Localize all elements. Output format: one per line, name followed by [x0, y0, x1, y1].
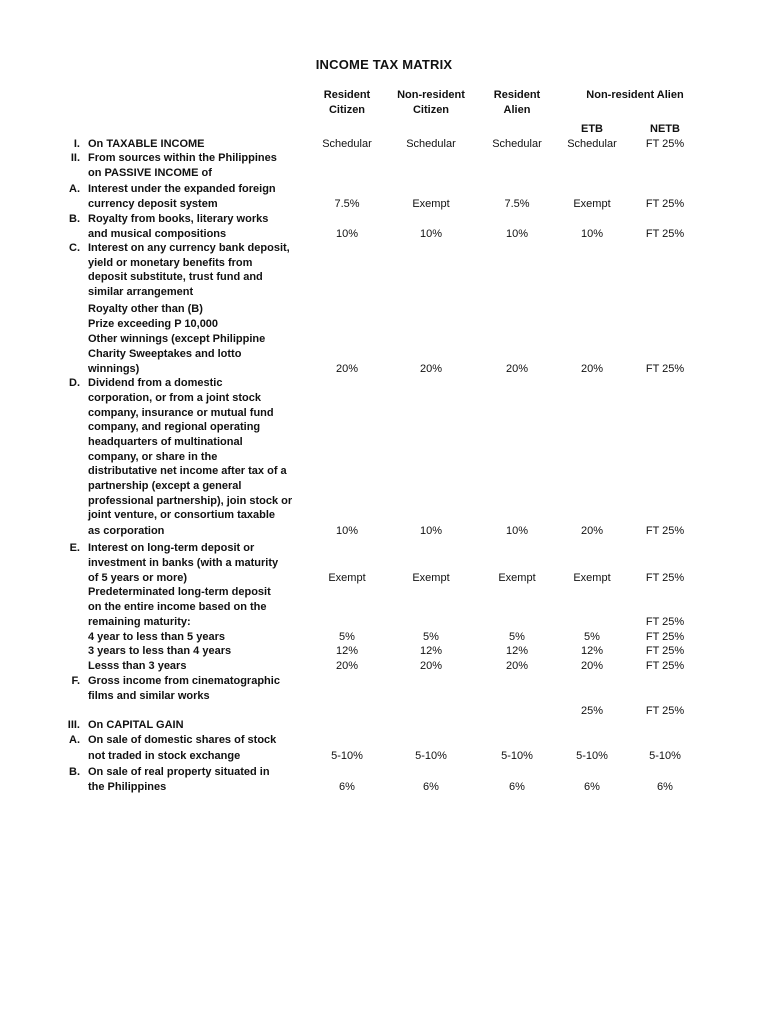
matrix-row [0, 197, 768, 212]
row-label: Prize exceeding P 10,000 [88, 318, 219, 330]
header-netb: NETB [650, 123, 680, 135]
rate-cell: Exempt [412, 198, 450, 210]
rate-cell: FT 25% [645, 572, 685, 584]
rate-cell: 5-10% [576, 750, 608, 762]
row-label: remaining maturity: [88, 616, 191, 628]
row-number: II. [70, 152, 80, 164]
row-label: Royalty from books, literary works [88, 213, 269, 225]
header-nonresident-alien: Non-resident Alien [586, 89, 684, 101]
rate-cell: 5% [339, 631, 355, 643]
row-label: On sale of domestic shares of stock [88, 734, 277, 746]
matrix-row [0, 391, 768, 406]
rate-cell: 20% [335, 660, 359, 672]
matrix-row [0, 420, 768, 435]
row-number: F. [71, 675, 80, 687]
rate-cell: 5% [584, 631, 600, 643]
row-label: On sale of real property situated in [88, 766, 270, 778]
rate-cell: FT 25% [645, 138, 685, 150]
matrix-row [0, 659, 768, 674]
row-label: Charity Sweeptakes and lotto [88, 348, 242, 360]
header-line: Resident [493, 89, 541, 101]
matrix-row [0, 479, 768, 494]
rate-cell: 25% [580, 705, 604, 717]
row-label: Predeterminated long-term deposit [88, 586, 271, 598]
matrix-row [0, 435, 768, 450]
rate-cell: Exempt [328, 572, 366, 584]
rate-cell: 20% [505, 363, 529, 375]
row-label: investment in banks (with a maturity [88, 557, 279, 569]
rate-cell: 10% [419, 525, 443, 537]
row-label: on the entire income based on the [88, 601, 267, 613]
matrix-row [0, 704, 768, 719]
matrix-row [0, 347, 768, 362]
rate-cell: 12% [419, 645, 443, 657]
matrix-row [0, 256, 768, 271]
row-label: distributative net income after tax of a [88, 465, 287, 477]
rate-cell: 7.5% [334, 198, 360, 210]
matrix-row [0, 302, 768, 317]
matrix-row [0, 182, 768, 197]
matrix-row [0, 718, 768, 733]
matrix-row [0, 674, 768, 689]
row-label: On TAXABLE INCOME [88, 138, 205, 150]
matrix-row [0, 376, 768, 391]
rate-cell: Schedular [322, 138, 372, 150]
rate-cell: 5% [509, 631, 525, 643]
rate-cell: Exempt [498, 572, 536, 584]
row-label: 3 years to less than 4 years [88, 645, 232, 657]
row-label: company, or share in the [88, 451, 218, 463]
header-resident-citizen [307, 88, 387, 117]
row-number: B. [69, 213, 80, 225]
matrix-row [0, 780, 768, 795]
rate-cell: 20% [580, 660, 604, 672]
row-label: partnership (except a general [88, 480, 242, 492]
row-label: yield or monetary benefits from [88, 257, 253, 269]
matrix-row [0, 630, 768, 645]
row-label: From sources within the Philippines [88, 152, 277, 164]
rate-cell: FT 25% [645, 525, 685, 537]
row-label: Royalty other than (B) [88, 303, 203, 315]
row-label: Interest on long-term deposit or [88, 542, 255, 554]
matrix-row [0, 524, 768, 539]
header-line: Citizen [328, 103, 366, 116]
rate-cell: 10% [505, 525, 529, 537]
row-label: currency deposit system [88, 198, 218, 210]
matrix-row [0, 615, 768, 630]
row-label: and musical compositions [88, 228, 227, 240]
matrix-row [0, 212, 768, 227]
row-label: company, and regional operating [88, 421, 261, 433]
matrix-row [0, 494, 768, 509]
matrix-row [0, 508, 768, 523]
matrix-row [0, 137, 768, 152]
rate-cell: 10% [335, 228, 359, 240]
rate-cell: Schedular [492, 138, 542, 150]
row-label: 4 year to less than 5 years [88, 631, 225, 643]
matrix-row [0, 362, 768, 377]
row-number: A. [69, 734, 80, 746]
rate-cell: 6% [423, 781, 439, 793]
header-resident-alien [477, 88, 557, 117]
matrix-row [0, 644, 768, 659]
row-number: D. [69, 377, 80, 389]
matrix-row [0, 600, 768, 615]
matrix-row [0, 406, 768, 421]
rate-cell: Exempt [412, 572, 450, 584]
row-label: similar arrangement [88, 286, 194, 298]
row-number: B. [69, 766, 80, 778]
rate-cell: FT 25% [645, 616, 685, 628]
matrix-row [0, 450, 768, 465]
rate-cell: FT 25% [645, 645, 685, 657]
rate-cell: Exempt [573, 572, 611, 584]
rate-cell: 20% [580, 525, 604, 537]
rate-cell: Schedular [406, 138, 456, 150]
row-label: headquarters of multinational [88, 436, 243, 448]
rate-cell: 5-10% [501, 750, 533, 762]
rate-cell: 10% [335, 525, 359, 537]
rate-cell: Schedular [567, 138, 617, 150]
row-label: the Philippines [88, 781, 167, 793]
rate-cell: 12% [335, 645, 359, 657]
rate-cell: 12% [505, 645, 529, 657]
rate-cell: 20% [419, 660, 443, 672]
header-nonresident-citizen [391, 88, 471, 117]
row-label: Interest under the expanded foreign [88, 183, 276, 195]
row-number: E. [69, 542, 80, 554]
row-label: winnings) [88, 363, 140, 375]
matrix-row [0, 464, 768, 479]
rate-cell: 5-10% [331, 750, 363, 762]
matrix-row [0, 285, 768, 300]
rate-cell: 20% [419, 363, 443, 375]
rate-cell: FT 25% [645, 363, 685, 375]
matrix-row [0, 270, 768, 285]
rate-cell: 10% [505, 228, 529, 240]
rate-cell: FT 25% [645, 660, 685, 672]
rate-cell: FT 25% [645, 631, 685, 643]
row-label: of 5 years or more) [88, 572, 188, 584]
rate-cell: 5% [423, 631, 439, 643]
rate-cell: 20% [505, 660, 529, 672]
matrix-row [0, 765, 768, 780]
matrix-row [0, 541, 768, 556]
rate-cell: 6% [509, 781, 525, 793]
matrix-row [0, 166, 768, 181]
header-etb: ETB [581, 123, 603, 135]
header-line: Non-resident [397, 89, 465, 101]
matrix-row [0, 241, 768, 256]
rate-cell: FT 25% [645, 228, 685, 240]
row-label: corporation, or from a joint stock [88, 392, 261, 404]
row-label: Gross income from cinematographic [88, 675, 280, 687]
rate-cell: 6% [657, 781, 673, 793]
row-number: A. [69, 183, 80, 195]
matrix-row [0, 227, 768, 242]
row-label: Lesss than 3 years [88, 660, 187, 672]
row-label: professional partnership), join stock or [88, 495, 293, 507]
row-number: III. [67, 719, 80, 731]
row-number: C. [69, 242, 80, 254]
row-number: I. [73, 138, 80, 150]
rate-cell: 5-10% [415, 750, 447, 762]
row-label: Interest on any currency bank deposit, [88, 242, 290, 254]
rate-cell: 6% [584, 781, 600, 793]
rate-cell: 20% [580, 363, 604, 375]
header-line: Resident [323, 89, 371, 101]
rate-cell: FT 25% [645, 705, 685, 717]
matrix-row [0, 749, 768, 764]
row-label: deposit substitute, trust fund and [88, 271, 263, 283]
row-label: Other winnings (except Philippine [88, 333, 266, 345]
matrix-row [0, 332, 768, 347]
row-label: Dividend from a domestic [88, 377, 223, 389]
rate-cell: FT 25% [645, 198, 685, 210]
matrix-row [0, 585, 768, 600]
rate-cell: 10% [580, 228, 604, 240]
rate-cell: 12% [580, 645, 604, 657]
rate-cell: 5-10% [649, 750, 681, 762]
matrix-row [0, 317, 768, 332]
matrix-row [0, 689, 768, 704]
row-label: as corporation [88, 525, 165, 537]
matrix-row [0, 571, 768, 586]
rate-cell: 7.5% [504, 198, 530, 210]
rate-cell: 20% [335, 363, 359, 375]
row-label: joint venture, or consortium taxable [88, 509, 276, 521]
row-label: company, insurance or mutual fund [88, 407, 274, 419]
matrix-row [0, 151, 768, 166]
header-line: Citizen [412, 103, 450, 116]
matrix-row [0, 556, 768, 571]
row-label: films and similar works [88, 690, 210, 702]
rate-cell: Exempt [573, 198, 611, 210]
matrix-row [0, 733, 768, 748]
rate-cell: 6% [339, 781, 355, 793]
row-label: not traded in stock exchange [88, 750, 241, 762]
row-label: On CAPITAL GAIN [88, 719, 184, 731]
page-title: INCOME TAX MATRIX [315, 57, 453, 72]
rate-cell: 10% [419, 228, 443, 240]
row-label: on PASSIVE INCOME of [88, 167, 212, 179]
header-line: Alien [503, 103, 531, 116]
